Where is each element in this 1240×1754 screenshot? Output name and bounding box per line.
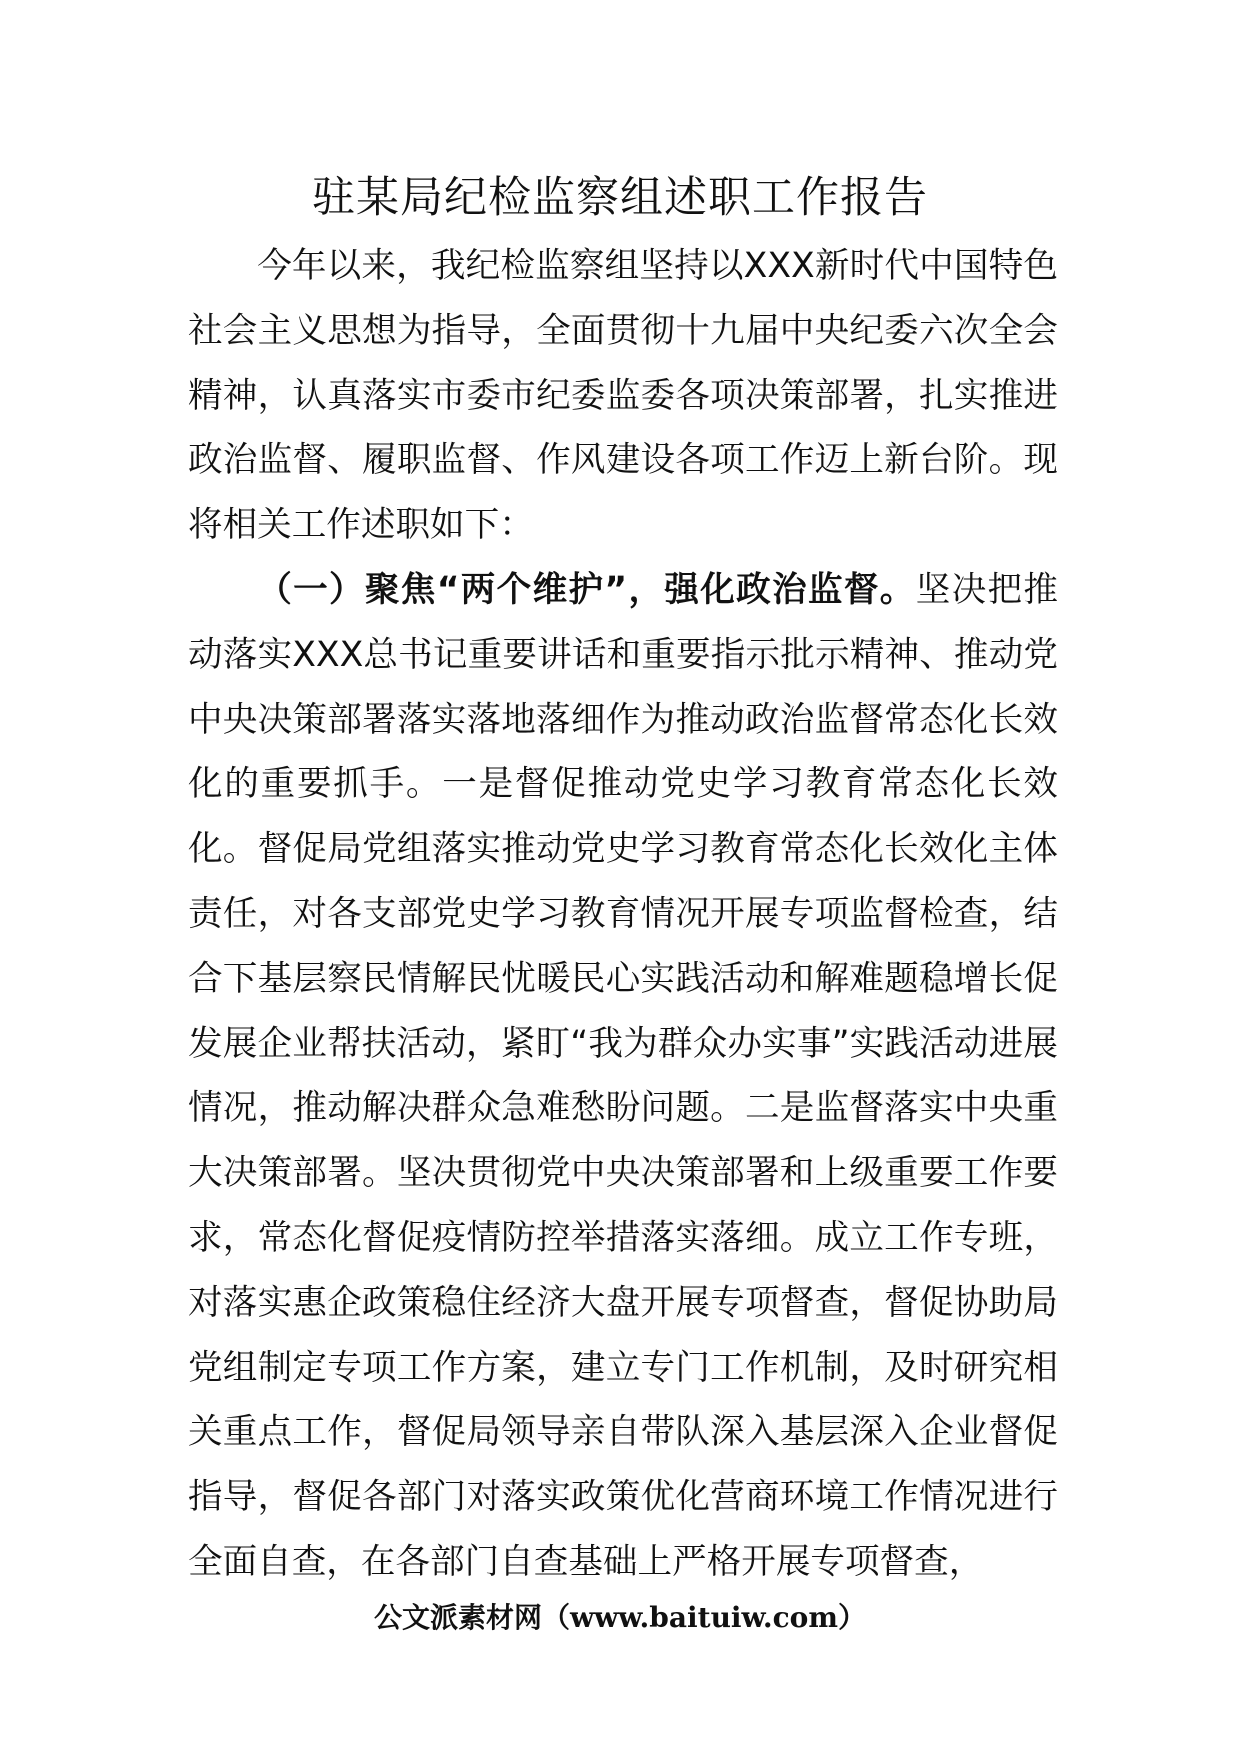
section-1-heading: （一）聚焦“两个维护”，强化政治监督。 — [257, 569, 916, 610]
document-body — [188, 234, 1058, 1595]
footer-watermark: 公文派素材网（www.baituiw.com） — [374, 1601, 866, 1634]
intro-paragraph: 今年以来，我纪检监察组坚持以XXX新时代中国特色社会主义思想为指导，全面贯彻十九届中央纪委六次全会精神，认真落实市委市纪委监委各项决策部署，扎实推进政治监督、履职监督、作风建设各项工作迈上新台阶。现将相关工作述职如下： — [188, 246, 1058, 546]
section-1-paragraph — [188, 558, 1058, 1595]
section-1-body: 坚决把推动落实XXX总书记重要讲话和重要指示批示精神、推动党中央决策部署落实落地落细作为推动政治监督常态化长效化的重要抓手。一是督促推动党史学习教育常态化长效化。督促局党组落实推动党史学习教育常态化长效化主体责任，对各支部党史学习教育情况开展专项监督检查，结合下基层察民情解民忧暖民心实践活动和解难题稳增长促发展企业帮扶活动，紧盯“我为群众办实事”实践活动进展情况，推动解决群众急难愁盼问题。二是监督落实中央重大决策部署。坚决贯彻党中央决策部署和上级重要工作要求，常态化督促疫情防控举措落实落细。成立工作专班，对落实惠企政策稳住经济大盘开展专项督查，督促协助局党组制定专项工作方案，建立专门工作机制，及时研究相关重点工作，督促局领导亲自带队深入基层深入企业督促指导，督促各部门对落实政策优化营商环境工作情况进行全面自查，在各部门自查基础上严格开展专项督查， — [188, 569, 1058, 1582]
document-title: 驻某局纪检监察组述职工作报告 — [312, 173, 928, 223]
